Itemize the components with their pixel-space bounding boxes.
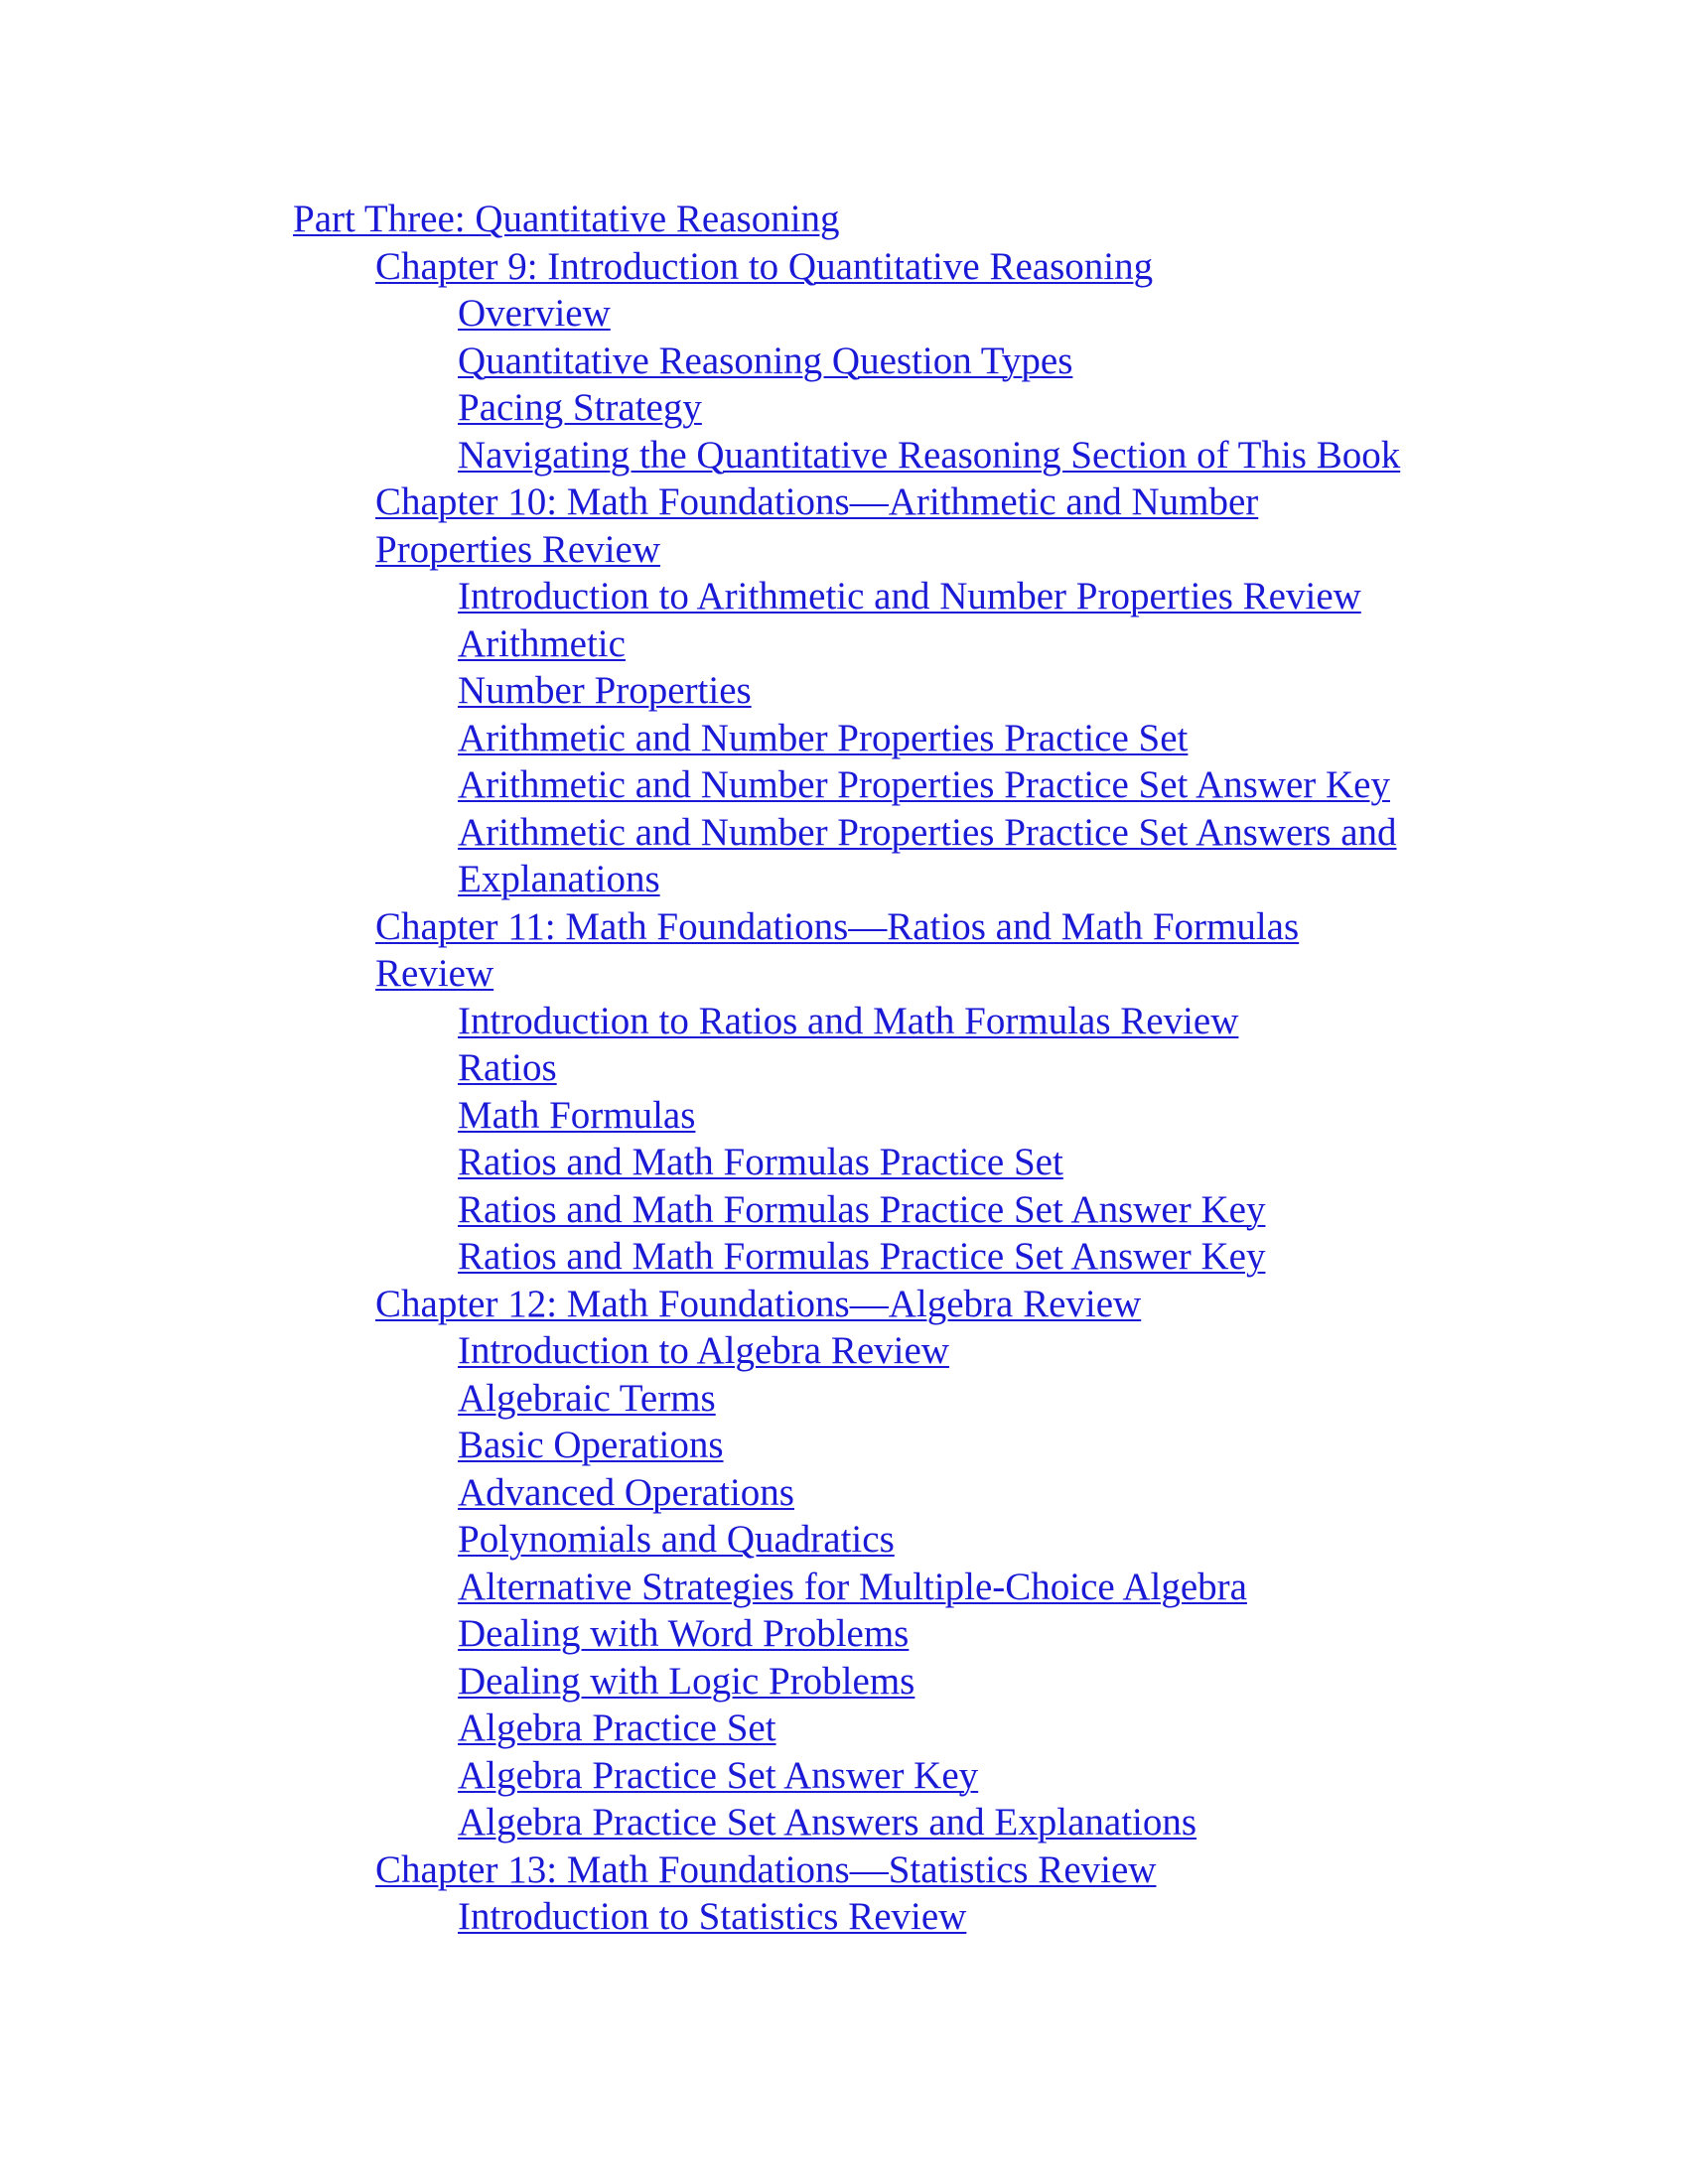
toc-link-ch12-advanced-operations[interactable]: Advanced Operations [458,1470,794,1514]
toc-link-chapter-13[interactable]: Chapter 13: Math Foundations—Statistics Review [375,1847,1157,1891]
toc-link-ch12-algebraic-terms[interactable]: Algebraic Terms [458,1376,716,1420]
toc-link-chapter-11-cont[interactable]: Review [375,952,494,995]
toc-link-ch11-answer-key-2[interactable]: Ratios and Math Formulas Practice Set Answer Key [458,1235,1266,1278]
toc-link-ch9-question-types[interactable]: Quantitative Reasoning Question Types [458,339,1073,382]
toc-link-ch12-word-problems[interactable]: Dealing with Word Problems [458,1612,910,1655]
toc-link-ch9-navigating[interactable]: Navigating the Quantitative Reasoning Section of This Book [458,433,1401,477]
toc-link-ch10-introduction[interactable]: Introduction to Arithmetic and Number Properties Review [458,575,1361,617]
toc-link-chapter-10[interactable]: Chapter 10: Math Foundations—Arithmetic and Number [375,480,1259,523]
toc-link-ch13-introduction[interactable]: Introduction to Statistics Review [458,1895,967,1938]
table-of-contents [0,196,1688,1941]
toc-link-ch10-answer-key[interactable]: Arithmetic and Number Properties Practice Set Answer Key [458,763,1390,806]
toc-link-ch11-ratios[interactable]: Ratios [458,1046,557,1089]
toc-link-part-three[interactable]: Part Three: Quantitative Reasoning [293,198,840,240]
toc-link-ch12-alternative-strategies[interactable]: Alternative Strategies for Multiple-Choice Algebra [458,1565,1247,1608]
toc-link-ch10-number-properties[interactable]: Number Properties [458,669,752,712]
toc-link-ch9-pacing-strategy[interactable]: Pacing Strategy [458,386,702,429]
toc-link-ch12-answers-explanations[interactable]: Algebra Practice Set Answers and Explanations [458,1801,1197,1843]
toc-link-ch12-polynomials[interactable]: Polynomials and Quadratics [458,1518,895,1561]
toc-link-ch12-answer-key[interactable]: Algebra Practice Set Answer Key [458,1753,979,1797]
toc-link-ch12-practice-set[interactable]: Algebra Practice Set [458,1706,776,1749]
toc-link-ch12-introduction[interactable]: Introduction to Algebra Review [458,1329,949,1372]
toc-link-chapter-11[interactable]: Chapter 11: Math Foundations—Ratios and Math Formulas [375,904,1300,948]
toc-link-chapter-10-cont[interactable]: Properties Review [375,527,661,571]
toc-link-ch10-practice-set[interactable]: Arithmetic and Number Properties Practice Set [458,716,1189,759]
toc-link-ch12-basic-operations[interactable]: Basic Operations [458,1424,724,1466]
toc-link-ch11-introduction[interactable]: Introduction to Ratios and Math Formulas Review [458,999,1239,1042]
toc-link-ch10-arithmetic[interactable]: Arithmetic [458,621,626,665]
toc-link-ch10-answers-explanations[interactable]: Arithmetic and Number Properties Practice Set Answers and [458,810,1397,854]
toc-link-chapter-9[interactable]: Chapter 9: Introduction to Quantitative Reasoning [375,244,1154,288]
toc-link-ch11-practice-set[interactable]: Ratios and Math Formulas Practice Set [458,1141,1063,1183]
toc-link-ch10-answers-explanations-cont[interactable]: Explanations [458,858,660,900]
toc-link-ch11-answer-key[interactable]: Ratios and Math Formulas Practice Set Answer Key [458,1187,1266,1231]
toc-link-ch12-logic-problems[interactable]: Dealing with Logic Problems [458,1659,915,1703]
toc-link-ch9-overview[interactable]: Overview [458,292,611,335]
toc-link-chapter-12[interactable]: Chapter 12: Math Foundations—Algebra Review [375,1282,1142,1325]
toc-link-ch11-math-formulas[interactable]: Math Formulas [458,1093,696,1137]
